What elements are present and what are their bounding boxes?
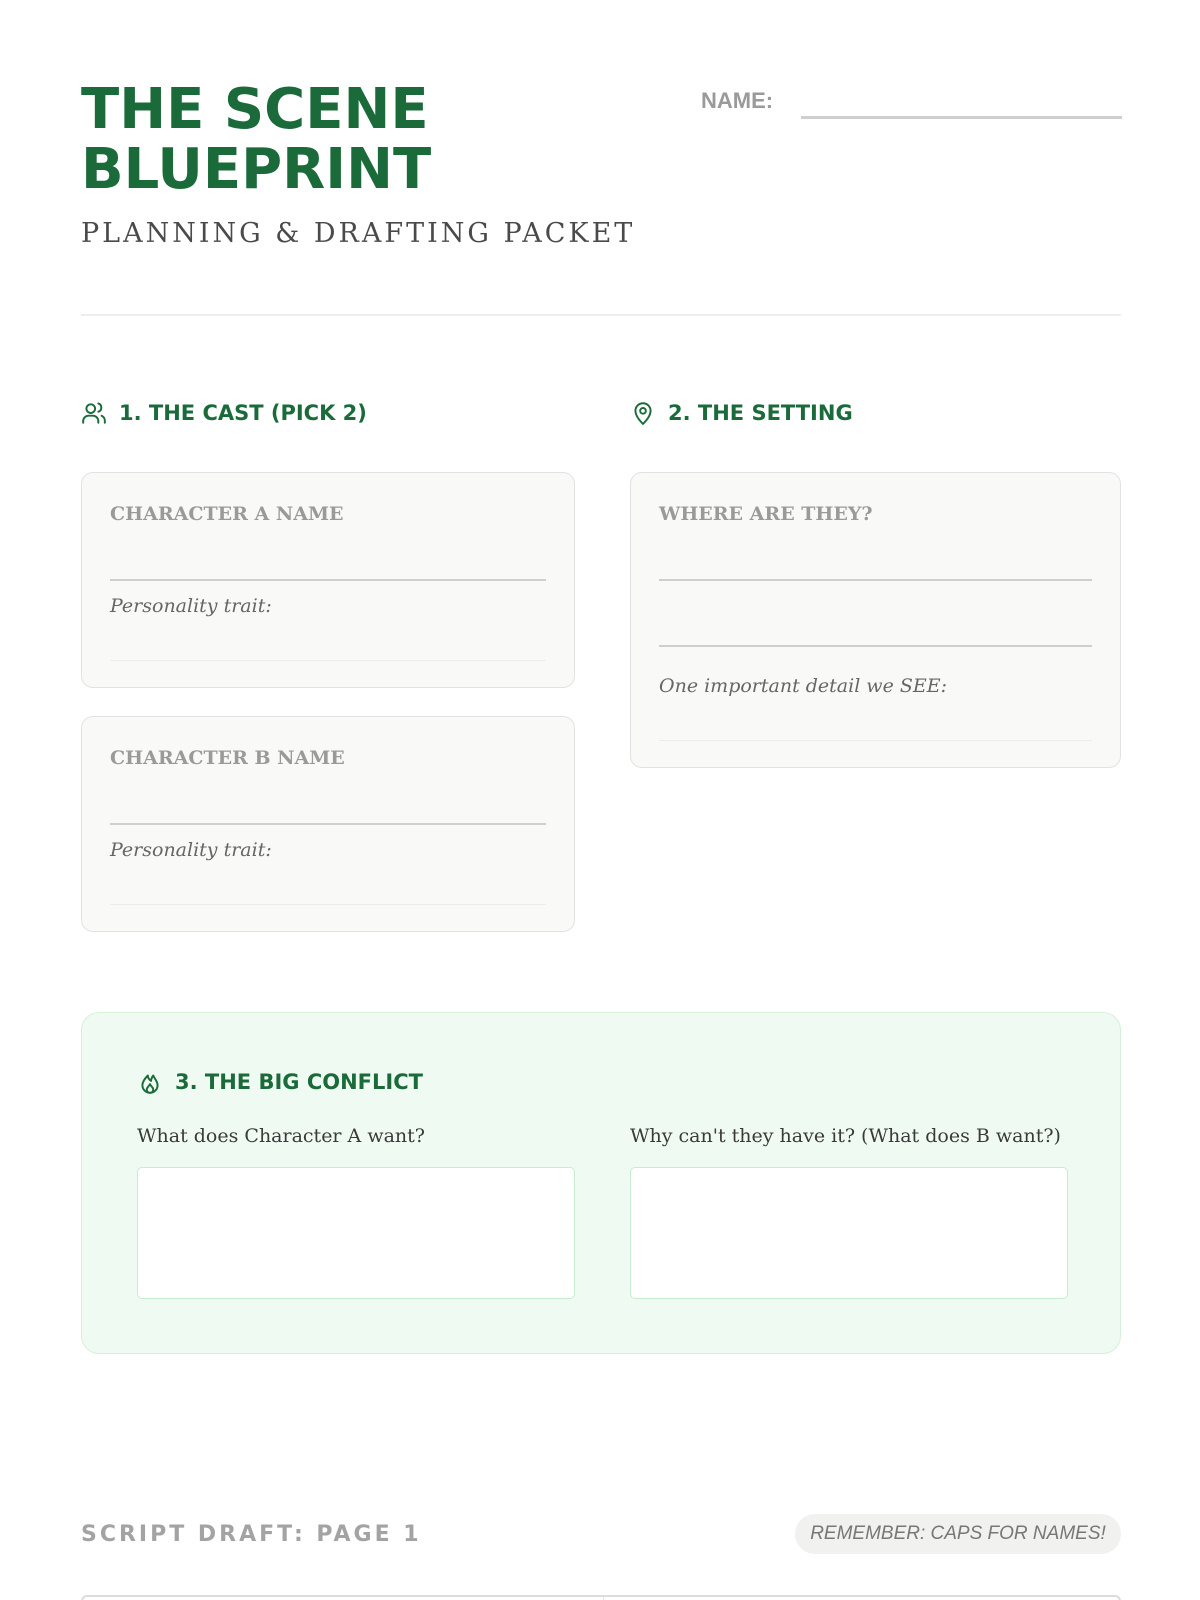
setting-detail-line[interactable] (659, 740, 1092, 741)
character-b-card (81, 716, 575, 932)
flame-icon (137, 1069, 163, 1095)
name-label: NAME: (701, 88, 774, 113)
page-title-line-1: THE SCENE (81, 77, 429, 142)
character-b-trait-line[interactable] (110, 904, 546, 905)
character-a-label: CHARACTER A NAME (110, 503, 344, 525)
map-pin-icon (630, 400, 656, 426)
character-b-trait-label: Personality trait: (110, 839, 272, 861)
conflict-panel (81, 1012, 1121, 1354)
caps-reminder-badge (795, 1514, 1121, 1554)
setting-section-heading (630, 400, 853, 426)
setting-where-line-1[interactable] (659, 579, 1092, 581)
setting-where-line-2[interactable] (659, 645, 1092, 647)
character-a-card (81, 472, 575, 688)
cast-section-heading (81, 400, 367, 426)
setting-detail-label: One important detail we SEE: (659, 675, 948, 697)
caps-reminder-text: REMEMBER: CAPS FOR NAMES! (810, 1523, 1106, 1544)
character-a-trait-label: Personality trait: (110, 595, 272, 617)
character-a-name-line[interactable] (110, 579, 546, 581)
setting-heading-text: 2. THE SETTING (668, 401, 853, 425)
page-subtitle: PLANNING & DRAFTING PACKET (81, 218, 636, 249)
character-a-trait-line[interactable] (110, 660, 546, 661)
script-draft-area[interactable] (81, 1595, 1121, 1600)
name-field[interactable] (801, 116, 1122, 119)
setting-card (630, 472, 1121, 768)
conflict-heading-text: 3. THE BIG CONFLICT (175, 1070, 423, 1094)
header-divider (81, 314, 1121, 316)
conflict-question-a: What does Character A want? (137, 1125, 425, 1147)
page-title-line-2: BLUEPRINT (81, 137, 432, 202)
page-header (81, 77, 1121, 249)
conflict-answer-a-box[interactable] (137, 1167, 575, 1299)
conflict-question-b: Why can't they have it? (What does B want?) (630, 1125, 1061, 1147)
cast-heading-text: 1. THE CAST (PICK 2) (119, 401, 367, 425)
character-b-name-line[interactable] (110, 823, 546, 825)
conflict-answer-b-box[interactable] (630, 1167, 1068, 1299)
setting-where-label: WHERE ARE THEY? (659, 503, 873, 525)
conflict-section-heading (137, 1069, 423, 1095)
users-icon (81, 400, 107, 426)
script-draft-title: SCRIPT DRAFT: PAGE 1 (81, 1522, 422, 1547)
character-b-label: CHARACTER B NAME (110, 747, 345, 769)
